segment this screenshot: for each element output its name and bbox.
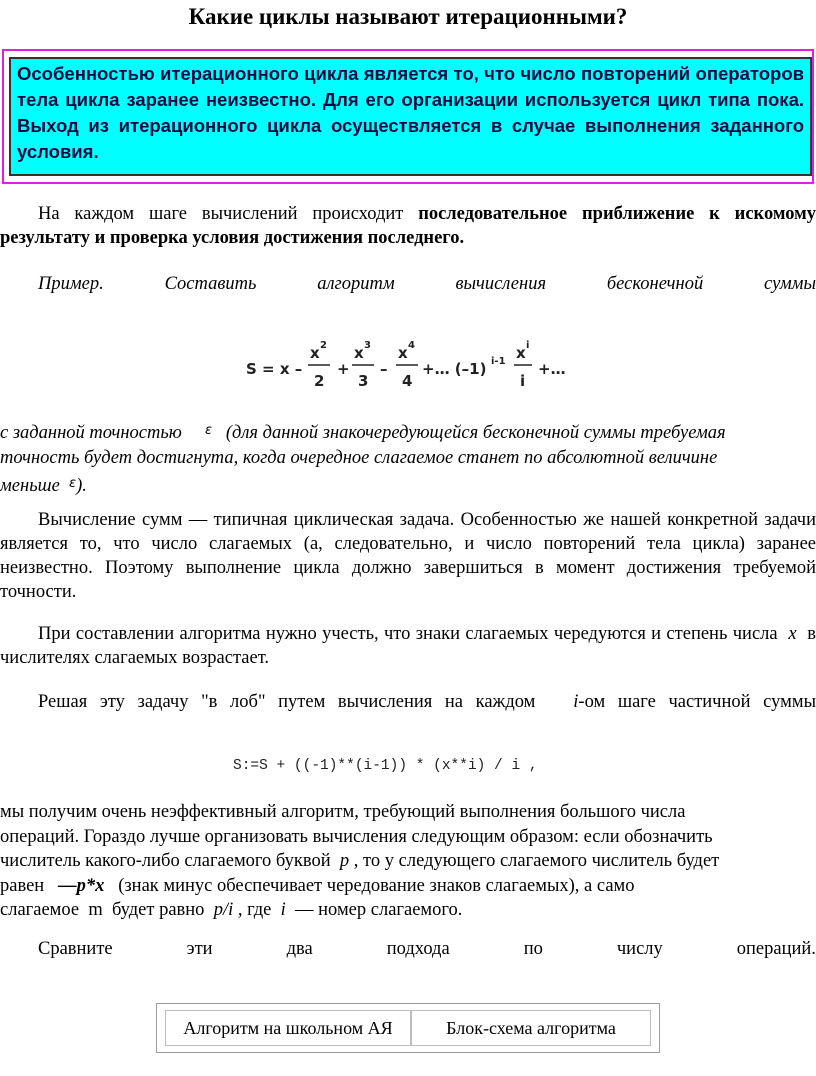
svg-text:+…: +… [538,360,566,378]
variable-p: p [339,851,350,871]
svg-text:4: 4 [408,340,415,351]
paragraph-sums: Вычисление сумм — типичная циклическая задача. Особенностью же нашей конкретной задачи является то, что число слагаемых (а, следовательно, и число повторений тела цикла) заранее неизвестно. Поэтому выполнение цикла должно завершиться в момент достижения требуемой точности. [0,510,816,602]
precision-note: с заданной точностью $^\varepsilon$ (для данной знакочередующейся бесконечной суммы требуемая точность будет достигнута, когда очередное слагаемое станет по абсолютной величине меньше $^\varepsilon$). [0,423,726,496]
term3-numerator: x [398,344,408,362]
term-i-numerator: x [516,344,526,362]
formula-general-sign: +… (–1) [422,360,487,378]
epsilon-symbol: ε [204,423,212,438]
paragraph-efficient: мы получим очень неэффективный алгоритм, требующий выполнения большого числа операций. Гораздо лучше организовать вычисления следующим образом: если обозначить числитель какого-либо слагаемого буквой p , то у следующего слагаемого числитель будет равен —p*x (знак минус обеспечивает чередование знаков слагаемых), а само слагаемое m будет равно p/i , где i — номер слагаемого. [0,802,720,920]
paragraph-approximation: На каждом шаге вычислений происходит последовательное приближение к искомому результату и проверка условия достижения последнего. [0,204,816,248]
svg-text:2: 2 [320,340,327,351]
paragraph-brute-force: Решая эту задачу "в лоб" путем вычисления на каждом i-ом шаге частичной суммы [38,692,816,712]
expression-next-numerator: —p*x [58,875,105,896]
variable-i: i [573,692,579,712]
svg-text:2: 2 [314,372,325,390]
svg-text:i: i [520,372,526,390]
code-snippet: S:=S + ((-1)**(i-1)) * (x**i) / i , [233,758,538,774]
expression-term: p/i [213,900,234,920]
example-line: Пример. Составить алгоритм вычисления бесконечной суммы [38,274,816,294]
svg-text:–: – [380,360,388,378]
example-label: Пример. [38,274,104,294]
definition-box: Особенностью итерационного цикла является то, что число повторений операторов тела цикла заранее неизвестно. Для его организации используется цикл типа пока. Выход из итерационного цикла осуществляется в случае выполнения заданного условия. [9,57,812,176]
svg-text:3: 3 [364,340,371,351]
svg-text:i: i [526,340,530,351]
approximation-emphasis: последовательное приближение к искомому результату и проверка условия достижения последнего. [0,204,816,248]
svg-text:i-1: i-1 [491,356,506,367]
tab-flowchart[interactable]: Блок-схема алгоритма [411,1010,651,1046]
algorithm-tabs [156,1003,660,1053]
paragraph-signs: При составлении алгоритма нужно учесть, что знаки слагаемых чередуются и степень числа x в числителях слагаемых возрастает. [0,624,816,668]
variable-m: m [88,900,103,920]
compare-line: Сравните эти два подхода по числу операций. [38,939,816,959]
page-title: Какие циклы называют итерационными? [188,4,628,29]
formula-lhs: S = x – [246,360,303,378]
variable-x: x [788,624,797,644]
tab-school-language[interactable]: Алгоритм на школьном АЯ [165,1010,411,1046]
term1-numerator: x [310,344,320,362]
svg-text:4: 4 [402,372,413,390]
svg-text:3: 3 [358,372,369,390]
svg-text:+: + [337,360,350,378]
term2-numerator: x [354,344,364,362]
definition-frame [2,49,814,184]
series-formula [240,332,580,402]
